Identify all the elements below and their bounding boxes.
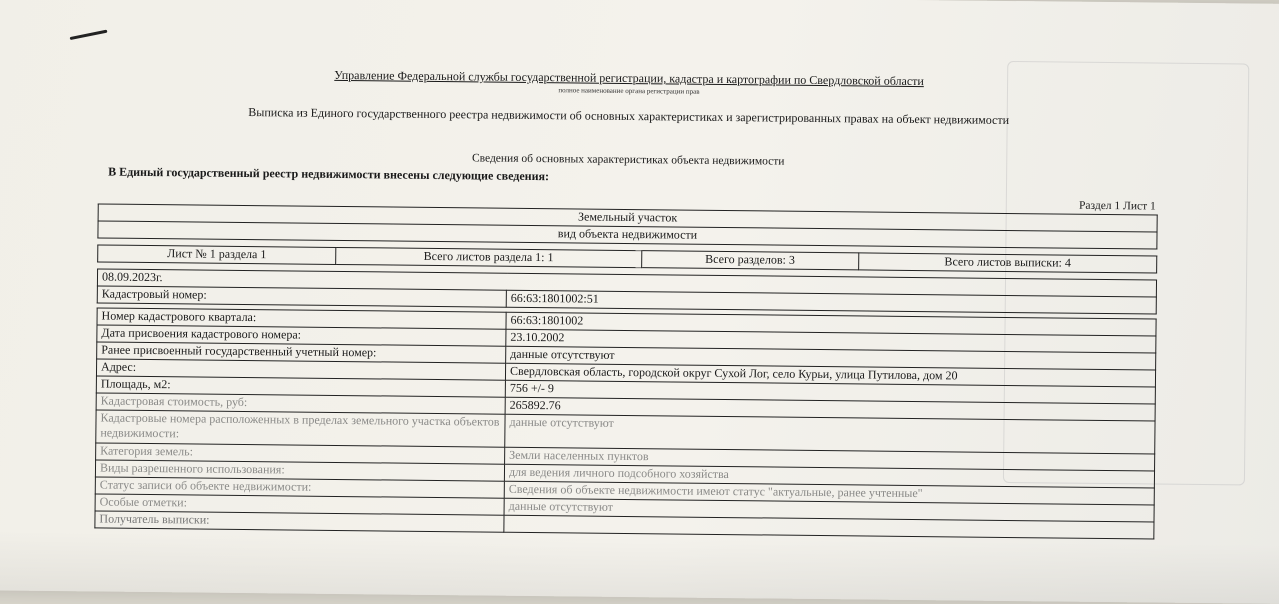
page-shadow — [0, 530, 1279, 604]
row-value: Свердловская область, городской округ Сухой Лог, село Курьи, улица Путилова, дом 20 — [505, 363, 1155, 387]
sheet-reference: Раздел 1 Лист 1 — [1078, 199, 1156, 213]
row-label: Дата присвоения кадастрового номера: — [97, 325, 506, 346]
pen-mark — [70, 30, 108, 40]
row-label: Кадастровые номера расположенных в пределах земельного участка объектов недвижимости: — [96, 410, 505, 447]
row-value: 23.10.2002 — [506, 329, 1156, 353]
characteristics-table — [94, 307, 1156, 539]
row-value: Сведения об объекте недвижимости имеют статус "актуальные, ранее учтенные" — [504, 481, 1154, 505]
row-label: Адрес: — [96, 359, 505, 380]
row-label: Особые отметки: — [95, 494, 504, 515]
agency-name: Управление Федеральной службы государственной регистрации, кадастра и картографии по Свердловской области — [334, 67, 924, 89]
object-type-caption: вид объекта недвижимости — [98, 221, 1157, 249]
row-value: 265892.76 — [505, 397, 1155, 421]
object-type-value: Земельный участок — [98, 204, 1157, 232]
row-value: Земли населенных пунктов — [505, 447, 1155, 471]
row-label: Статус записи об объекте недвижимости: — [95, 477, 504, 498]
row-label: Кадастровая стоимость, руб: — [96, 393, 505, 414]
sheet-number: Лист № 1 раздела 1 — [98, 245, 336, 264]
sheets-in-section: Всего листов раздела 1: 1 — [336, 247, 642, 267]
agency-caption: полное наименование органа регистрации прав — [558, 86, 700, 96]
row-label: Категория земель: — [96, 443, 505, 464]
row-label: Ранее присвоенный государственный учетный номер: — [97, 342, 506, 363]
row-label: Виды разрешенного использования: — [95, 460, 504, 481]
row-value: 756 +/- 9 — [505, 380, 1155, 404]
row-value: данные отсутствуют — [504, 498, 1154, 522]
cadastral-label: Кадастровый номер: — [97, 286, 506, 307]
sheets-total: Всего листов выписки: 4 — [859, 253, 1157, 273]
row-value: данные отсутствуют — [505, 414, 1155, 454]
sections-total: Всего разделов: 3 — [641, 251, 858, 270]
cadastral-table — [97, 268, 1157, 314]
row-label: Получатель выписки: — [95, 511, 504, 532]
extract-document — [94, 11, 1159, 539]
extract-title: Выписка из Единого государственного реестра недвижимости об основных характеристиках и зарегистрированных правах на объект недвижимости — [248, 105, 1010, 127]
row-label: Номер кадастрового квартала: — [97, 308, 506, 329]
row-value: данные отсутствуют — [506, 346, 1156, 370]
row-label: Площадь, м2: — [96, 376, 505, 397]
section-title: Сведения об основных характеристиках объекта недвижимости — [471, 152, 785, 168]
extract-date: 08.09.2023г. — [97, 269, 1156, 297]
cadastral-value: 66:63:1801002:51 — [506, 290, 1156, 314]
intro-text: В Единый государственный реестр недвижимости внесены следующие сведения: — [108, 164, 550, 184]
row-value: для ведения личного подсобного хозяйства — [504, 464, 1154, 488]
row-value: 66:63:1801002 — [506, 312, 1156, 336]
